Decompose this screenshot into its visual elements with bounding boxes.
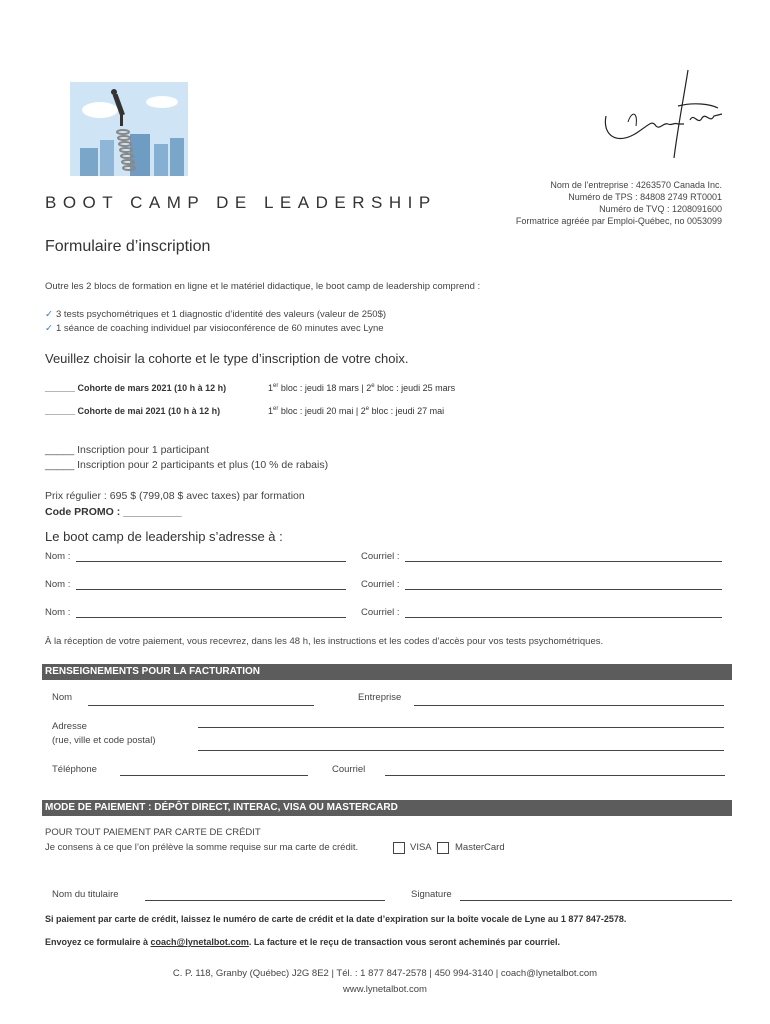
inscription-group-option[interactable]: _____ Inscription pour 2 participants et plus (10 % de rabais) bbox=[45, 459, 329, 471]
cohort-march-option[interactable]: ______ Cohorte de mars 2021 (10 h à 12 h) bbox=[45, 383, 227, 393]
address-heading: Le boot camp de leadership s’adresse à : bbox=[45, 529, 283, 544]
participant-email-field[interactable] bbox=[405, 617, 722, 618]
footer-website-link[interactable]: www.lynetalbot.com bbox=[343, 984, 427, 995]
price-text: Prix régulier : 695 $ (799,08 $ avec taxes) par formation bbox=[45, 490, 305, 502]
voicemail-note: Si paiement par carte de crédit, laissez le numéro de carte de crédit et la date d’expiration sur la boîte vocale de Lyne au 1 877 847-2578. bbox=[45, 914, 627, 924]
send-form-note: Envoyez ce formulaire à coach@lynetalbot.com. La facture et le reçu de transaction vous seront acheminés par courriel. bbox=[45, 937, 560, 947]
mastercard-label: MasterCard bbox=[455, 842, 505, 853]
billing-section-header: RENSEIGNEMENTS POUR LA FACTURATION bbox=[42, 664, 732, 680]
participant-name-field[interactable] bbox=[76, 589, 346, 590]
participant-email-label: Courriel : bbox=[361, 551, 400, 562]
visa-label: VISA bbox=[410, 842, 432, 853]
form-title: Formulaire d’inscription bbox=[45, 238, 211, 255]
inscription-options bbox=[45, 443, 328, 473]
participant-name-label: Nom : bbox=[45, 579, 71, 590]
checkmark-icon: ✓ bbox=[45, 309, 53, 320]
gst-number: Numéro de TPS : 84808 2749 RT0001 bbox=[568, 192, 722, 202]
accreditation: Formatrice agréée par Emploi-Québec, no 0053099 bbox=[515, 216, 722, 226]
participant-email-field[interactable] bbox=[405, 561, 722, 562]
signature-label: Signature bbox=[411, 889, 452, 900]
cohort-may-option[interactable]: ______ Cohorte de mai 2021 (10 h à 12 h) bbox=[45, 406, 221, 416]
coach-email-link[interactable]: coach@lynetalbot.com bbox=[150, 937, 249, 947]
billing-phone-field[interactable] bbox=[120, 775, 308, 776]
billing-name-field[interactable] bbox=[88, 705, 314, 706]
billing-email-field[interactable] bbox=[385, 775, 725, 776]
company-info bbox=[516, 179, 722, 227]
participant-name-label: Nom : bbox=[45, 551, 71, 562]
billing-address-field[interactable] bbox=[198, 727, 724, 728]
list-item: ✓ 1 séance de coaching individuel par visioconférence de 60 minutes avec Lyne bbox=[45, 323, 384, 334]
cardholder-field[interactable] bbox=[145, 900, 385, 901]
page-title: BOOT CAMP DE LEADERSHIP bbox=[45, 193, 437, 212]
card-payment-heading: POUR TOUT PAIEMENT PAR CARTE DE CRÉDIT bbox=[45, 827, 261, 838]
list-item: ✓ 3 tests psychométriques et 1 diagnostic d’identité des valeurs (valeur de 250$) bbox=[45, 309, 387, 320]
mastercard-checkbox[interactable] bbox=[437, 842, 449, 854]
billing-email-label: Courriel bbox=[332, 764, 366, 775]
billing-name-label: Nom bbox=[52, 692, 73, 703]
signature-field[interactable] bbox=[460, 900, 732, 901]
cohort-may-dates: 1er bloc : jeudi 20 mai | 2e bloc : jeudi 27 mai bbox=[268, 406, 445, 416]
participant-email-label: Courriel : bbox=[361, 579, 400, 590]
card-consent-text: Je consens à ce que l’on prélève la somme requise sur ma carte de crédit. bbox=[45, 842, 359, 853]
cardholder-label: Nom du titulaire bbox=[52, 889, 119, 900]
inscription-single-option[interactable]: _____ Inscription pour 1 participant bbox=[45, 444, 210, 456]
hero-illustration bbox=[70, 82, 188, 176]
billing-company-field[interactable] bbox=[414, 705, 724, 706]
cohort-march-dates: 1er bloc : jeudi 18 mars | 2e bloc : jeudi 25 mars bbox=[268, 383, 456, 393]
billing-phone-label: Téléphone bbox=[52, 764, 97, 775]
qst-number: Numéro de TVQ : 1208091600 bbox=[599, 204, 722, 214]
footer-address: C. P. 118, Granby (Québec) J2G 8E2 | Tél. : 1 877 847-2578 | 450 994-3140 | coach@lynetalbot.com bbox=[172, 968, 598, 979]
participant-name-field[interactable] bbox=[76, 617, 346, 618]
intro-text: Outre les 2 blocs de formation en ligne et le matériel didactique, le boot camp de leadership comprend : bbox=[45, 281, 481, 292]
visa-checkbox[interactable] bbox=[393, 842, 405, 854]
billing-company-label: Entreprise bbox=[358, 692, 402, 703]
company-name: Nom de l’entreprise : 4263570 Canada Inc. bbox=[550, 180, 722, 190]
participant-name-label: Nom : bbox=[45, 607, 71, 618]
includes-list bbox=[45, 308, 386, 336]
participant-email-field[interactable] bbox=[405, 589, 722, 590]
promo-code-field[interactable]: Code PROMO : __________ bbox=[45, 506, 182, 518]
reception-note: À la réception de votre paiement, vous recevrez, dans les 48 h, les instructions et les codes d’accès pour vos tests psychométriques. bbox=[45, 636, 604, 647]
checkmark-icon: ✓ bbox=[45, 323, 53, 334]
participant-email-label: Courriel : bbox=[361, 607, 400, 618]
payment-section-header: MODE DE PAIEMENT : DÉPÔT DIRECT, INTERAC, VISA OU MASTERCARD bbox=[42, 800, 732, 816]
signature-logo bbox=[598, 66, 728, 166]
choose-heading: Veuillez choisir la cohorte et le type d’inscription de votre choix. bbox=[45, 351, 409, 366]
participant-name-field[interactable] bbox=[76, 561, 346, 562]
billing-address-field-2[interactable] bbox=[198, 750, 724, 751]
billing-address-label: Adresse (rue, ville et code postal) bbox=[52, 721, 156, 746]
